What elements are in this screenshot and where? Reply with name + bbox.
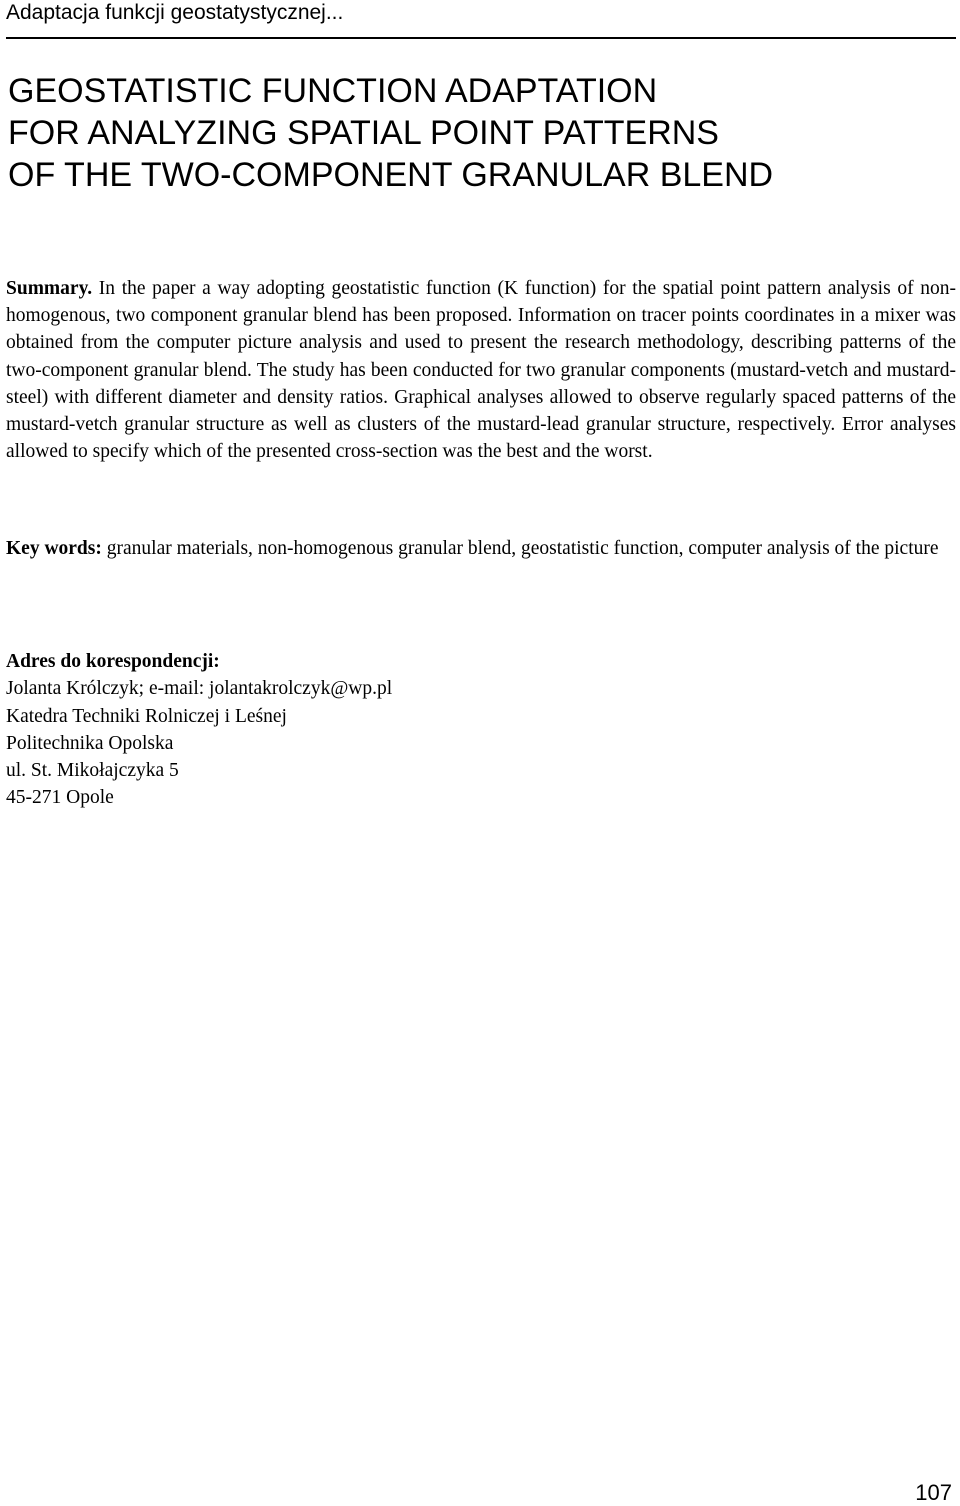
correspondence-label: Adres do korespondencji: <box>6 651 220 672</box>
correspondence-city: 45-271 Opole <box>6 787 114 809</box>
summary-label: Summary. <box>6 278 93 299</box>
page-number: 107 <box>915 1480 952 1505</box>
summary-paragraph <box>6 275 956 465</box>
correspondence-university: Politechnika Opolska <box>6 732 174 754</box>
title-line-1: GEOSTATISTIC FUNCTION ADAPTATION <box>8 72 658 110</box>
correspondence-department: Katedra Techniki Rolniczej i Leśnej <box>6 705 287 727</box>
running-header: Adaptacja funkcji geostatystycznej... <box>6 1 344 24</box>
summary-text: In the paper a way adopting geostatistic function (K function) for the spatial point pattern analysis of non-homogenous, two component granular blend has been proposed. Information on tracer points coordinates in a mixer was obtained from the computer picture analysis and used to present the research methodology, describing patterns of the two-component granular blend. The study has been conducted for two granular components (mustard-vetch and mustard-steel) with different diameter and density ratios. Graphical analyses allowed to observe regularly spaced patterns of the mustard-vetch granular structure as well as clusters of the mustard-lead granular structure, respectively. Error analyses allowed to specify which of the presented cross-section was the best and the worst. <box>6 278 956 463</box>
correspondence-author-email: Jolanta Królczyk; e-mail: jolantakrolczyk@wp.pl <box>6 678 393 700</box>
paper-title <box>8 70 773 196</box>
keywords-label: Key words: <box>6 538 102 559</box>
keywords-text: granular materials, non-homogenous granular blend, geostatistic function, computer analysis of the picture <box>101 538 939 559</box>
correspondence-block <box>6 648 392 812</box>
title-line-2: FOR ANALYZING SPATIAL POINT PATTERNS <box>8 114 719 152</box>
header-rule <box>6 37 956 39</box>
keywords-paragraph <box>6 535 956 562</box>
correspondence-street: ul. St. Mikołajczyka 5 <box>6 760 179 782</box>
title-line-3: OF THE TWO-COMPONENT GRANULAR BLEND <box>8 156 774 194</box>
